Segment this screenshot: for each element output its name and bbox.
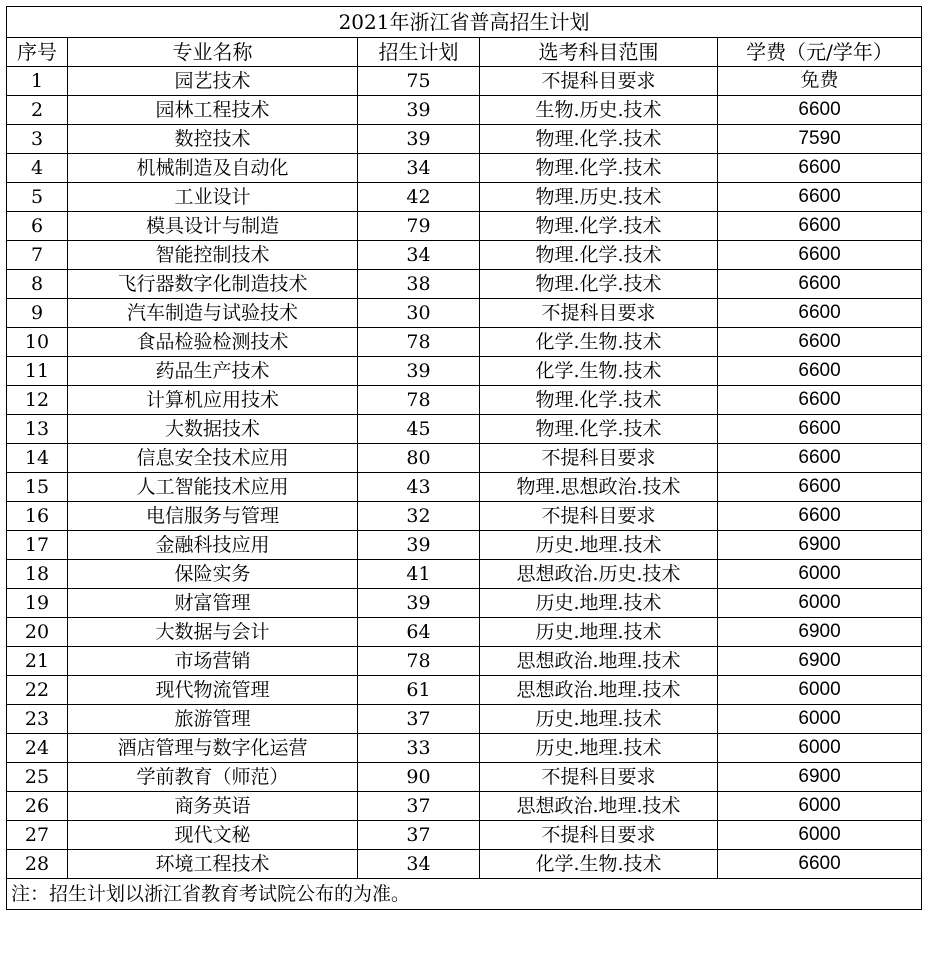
cell-seq: 6 xyxy=(7,212,68,241)
table-row xyxy=(7,444,922,473)
cell-subjects: 物理.化学.技术 xyxy=(480,415,718,444)
cell-seq: 7 xyxy=(7,241,68,270)
table-row xyxy=(7,212,922,241)
cell-subjects: 物理.化学.技术 xyxy=(480,386,718,415)
cell-seq: 20 xyxy=(7,618,68,647)
table-row xyxy=(7,850,922,879)
cell-seq: 12 xyxy=(7,386,68,415)
cell-seq: 21 xyxy=(7,647,68,676)
cell-fee: 6000 xyxy=(718,792,922,821)
cell-seq: 2 xyxy=(7,96,68,125)
cell-major: 电信服务与管理 xyxy=(68,502,358,531)
cell-subjects: 生物.历史.技术 xyxy=(480,96,718,125)
cell-plan: 90 xyxy=(358,763,480,792)
cell-fee: 6600 xyxy=(718,444,922,473)
cell-seq: 9 xyxy=(7,299,68,328)
cell-major: 市场营销 xyxy=(68,647,358,676)
cell-fee: 6600 xyxy=(718,241,922,270)
table-row xyxy=(7,502,922,531)
cell-fee: 6000 xyxy=(718,821,922,850)
cell-plan: 39 xyxy=(358,357,480,386)
cell-subjects: 历史.地理.技术 xyxy=(480,589,718,618)
cell-plan: 32 xyxy=(358,502,480,531)
table-row xyxy=(7,589,922,618)
header-fee: 学费（元/学年） xyxy=(718,38,922,67)
cell-plan: 33 xyxy=(358,734,480,763)
cell-plan: 79 xyxy=(358,212,480,241)
table-row xyxy=(7,299,922,328)
cell-fee: 6600 xyxy=(718,473,922,502)
cell-plan: 34 xyxy=(358,241,480,270)
cell-seq: 4 xyxy=(7,154,68,183)
cell-plan: 39 xyxy=(358,125,480,154)
cell-subjects: 思想政治.地理.技术 xyxy=(480,676,718,705)
cell-subjects: 物理.历史.技术 xyxy=(480,183,718,212)
cell-subjects: 化学.生物.技术 xyxy=(480,328,718,357)
cell-major: 信息安全技术应用 xyxy=(68,444,358,473)
cell-plan: 37 xyxy=(358,821,480,850)
cell-major: 数控技术 xyxy=(68,125,358,154)
table-row xyxy=(7,357,922,386)
cell-seq: 3 xyxy=(7,125,68,154)
cell-seq: 16 xyxy=(7,502,68,531)
cell-subjects: 思想政治.历史.技术 xyxy=(480,560,718,589)
cell-subjects: 物理.化学.技术 xyxy=(480,241,718,270)
cell-subjects: 历史.地理.技术 xyxy=(480,705,718,734)
cell-plan: 80 xyxy=(358,444,480,473)
cell-major: 计算机应用技术 xyxy=(68,386,358,415)
cell-subjects: 不提科目要求 xyxy=(480,763,718,792)
cell-major: 环境工程技术 xyxy=(68,850,358,879)
table-row xyxy=(7,763,922,792)
cell-subjects: 物理.化学.技术 xyxy=(480,212,718,241)
cell-fee: 6000 xyxy=(718,676,922,705)
cell-subjects: 不提科目要求 xyxy=(480,444,718,473)
note-row xyxy=(7,879,922,910)
cell-plan: 30 xyxy=(358,299,480,328)
cell-fee: 6600 xyxy=(718,357,922,386)
cell-subjects: 物理.思想政治.技术 xyxy=(480,473,718,502)
cell-plan: 45 xyxy=(358,415,480,444)
cell-seq: 18 xyxy=(7,560,68,589)
cell-major: 工业设计 xyxy=(68,183,358,212)
cell-plan: 38 xyxy=(358,270,480,299)
cell-seq: 25 xyxy=(7,763,68,792)
table-row xyxy=(7,67,922,96)
cell-subjects: 历史.地理.技术 xyxy=(480,618,718,647)
cell-fee: 6600 xyxy=(718,183,922,212)
cell-seq: 28 xyxy=(7,850,68,879)
enrollment-plan-table xyxy=(6,6,922,910)
cell-fee: 6600 xyxy=(718,328,922,357)
cell-major: 汽车制造与试验技术 xyxy=(68,299,358,328)
table-title: 2021年浙江省普高招生计划 xyxy=(7,7,922,38)
table-row xyxy=(7,125,922,154)
header-plan: 招生计划 xyxy=(358,38,480,67)
cell-major: 保险实务 xyxy=(68,560,358,589)
cell-plan: 39 xyxy=(358,531,480,560)
cell-major: 旅游管理 xyxy=(68,705,358,734)
table-row xyxy=(7,705,922,734)
cell-fee: 6900 xyxy=(718,618,922,647)
cell-fee: 6600 xyxy=(718,96,922,125)
cell-plan: 34 xyxy=(358,850,480,879)
table-row xyxy=(7,676,922,705)
cell-subjects: 历史.地理.技术 xyxy=(480,531,718,560)
cell-major: 人工智能技术应用 xyxy=(68,473,358,502)
table-row xyxy=(7,821,922,850)
cell-plan: 41 xyxy=(358,560,480,589)
cell-major: 药品生产技术 xyxy=(68,357,358,386)
cell-fee: 6600 xyxy=(718,299,922,328)
cell-plan: 34 xyxy=(358,154,480,183)
table-row xyxy=(7,183,922,212)
cell-subjects: 不提科目要求 xyxy=(480,67,718,96)
cell-fee: 6600 xyxy=(718,154,922,183)
cell-seq: 10 xyxy=(7,328,68,357)
cell-seq: 13 xyxy=(7,415,68,444)
table-row xyxy=(7,647,922,676)
table-row xyxy=(7,473,922,502)
cell-seq: 15 xyxy=(7,473,68,502)
cell-seq: 26 xyxy=(7,792,68,821)
cell-fee: 6600 xyxy=(718,386,922,415)
cell-plan: 78 xyxy=(358,647,480,676)
header-major: 专业名称 xyxy=(68,38,358,67)
cell-fee: 6600 xyxy=(718,212,922,241)
cell-seq: 19 xyxy=(7,589,68,618)
cell-subjects: 不提科目要求 xyxy=(480,502,718,531)
cell-fee: 6900 xyxy=(718,531,922,560)
cell-subjects: 化学.生物.技术 xyxy=(480,357,718,386)
cell-plan: 39 xyxy=(358,589,480,618)
cell-plan: 78 xyxy=(358,328,480,357)
cell-major: 园艺技术 xyxy=(68,67,358,96)
table-row xyxy=(7,415,922,444)
cell-major: 园林工程技术 xyxy=(68,96,358,125)
cell-fee: 6000 xyxy=(718,560,922,589)
cell-major: 商务英语 xyxy=(68,792,358,821)
cell-seq: 22 xyxy=(7,676,68,705)
table-row xyxy=(7,386,922,415)
cell-fee: 7590 xyxy=(718,125,922,154)
cell-seq: 5 xyxy=(7,183,68,212)
cell-subjects: 思想政治.地理.技术 xyxy=(480,647,718,676)
cell-subjects: 化学.生物.技术 xyxy=(480,850,718,879)
cell-plan: 39 xyxy=(358,96,480,125)
cell-subjects: 思想政治.地理.技术 xyxy=(480,792,718,821)
cell-major: 现代物流管理 xyxy=(68,676,358,705)
cell-fee: 6600 xyxy=(718,502,922,531)
cell-seq: 11 xyxy=(7,357,68,386)
cell-major: 大数据技术 xyxy=(68,415,358,444)
table-row xyxy=(7,154,922,183)
cell-fee: 6600 xyxy=(718,270,922,299)
table-row xyxy=(7,618,922,647)
cell-subjects: 不提科目要求 xyxy=(480,821,718,850)
cell-major: 食品检验检测技术 xyxy=(68,328,358,357)
table-note: 注：招生计划以浙江省教育考试院公布的为准。 xyxy=(7,879,922,910)
cell-seq: 14 xyxy=(7,444,68,473)
cell-subjects: 物理.化学.技术 xyxy=(480,125,718,154)
cell-fee: 6000 xyxy=(718,589,922,618)
cell-seq: 24 xyxy=(7,734,68,763)
cell-fee: 6600 xyxy=(718,415,922,444)
cell-major: 智能控制技术 xyxy=(68,241,358,270)
cell-major: 学前教育（师范） xyxy=(68,763,358,792)
header-seq: 序号 xyxy=(7,38,68,67)
cell-seq: 23 xyxy=(7,705,68,734)
cell-plan: 78 xyxy=(358,386,480,415)
cell-plan: 42 xyxy=(358,183,480,212)
cell-fee: 6900 xyxy=(718,763,922,792)
cell-major: 酒店管理与数字化运营 xyxy=(68,734,358,763)
cell-major: 机械制造及自动化 xyxy=(68,154,358,183)
cell-seq: 27 xyxy=(7,821,68,850)
title-row xyxy=(7,7,922,38)
cell-fee: 6000 xyxy=(718,734,922,763)
enrollment-plan-sheet xyxy=(6,6,921,910)
cell-subjects: 物理.化学.技术 xyxy=(480,270,718,299)
cell-plan: 43 xyxy=(358,473,480,502)
cell-fee: 6000 xyxy=(718,705,922,734)
table-row xyxy=(7,560,922,589)
table-row xyxy=(7,96,922,125)
cell-fee: 免费 xyxy=(718,67,922,96)
cell-major: 大数据与会计 xyxy=(68,618,358,647)
header-row xyxy=(7,38,922,67)
table-row xyxy=(7,241,922,270)
cell-seq: 17 xyxy=(7,531,68,560)
header-subjects: 选考科目范围 xyxy=(480,38,718,67)
cell-subjects: 不提科目要求 xyxy=(480,299,718,328)
table-row xyxy=(7,270,922,299)
cell-major: 现代文秘 xyxy=(68,821,358,850)
cell-major: 模具设计与制造 xyxy=(68,212,358,241)
cell-plan: 61 xyxy=(358,676,480,705)
cell-subjects: 物理.化学.技术 xyxy=(480,154,718,183)
cell-seq: 8 xyxy=(7,270,68,299)
cell-plan: 37 xyxy=(358,792,480,821)
table-row xyxy=(7,328,922,357)
cell-fee: 6600 xyxy=(718,850,922,879)
cell-plan: 37 xyxy=(358,705,480,734)
table-row xyxy=(7,792,922,821)
cell-subjects: 历史.地理.技术 xyxy=(480,734,718,763)
cell-seq: 1 xyxy=(7,67,68,96)
cell-fee: 6900 xyxy=(718,647,922,676)
cell-major: 金融科技应用 xyxy=(68,531,358,560)
table-row xyxy=(7,734,922,763)
cell-plan: 64 xyxy=(358,618,480,647)
cell-plan: 75 xyxy=(358,67,480,96)
cell-major: 财富管理 xyxy=(68,589,358,618)
table-row xyxy=(7,531,922,560)
cell-major: 飞行器数字化制造技术 xyxy=(68,270,358,299)
